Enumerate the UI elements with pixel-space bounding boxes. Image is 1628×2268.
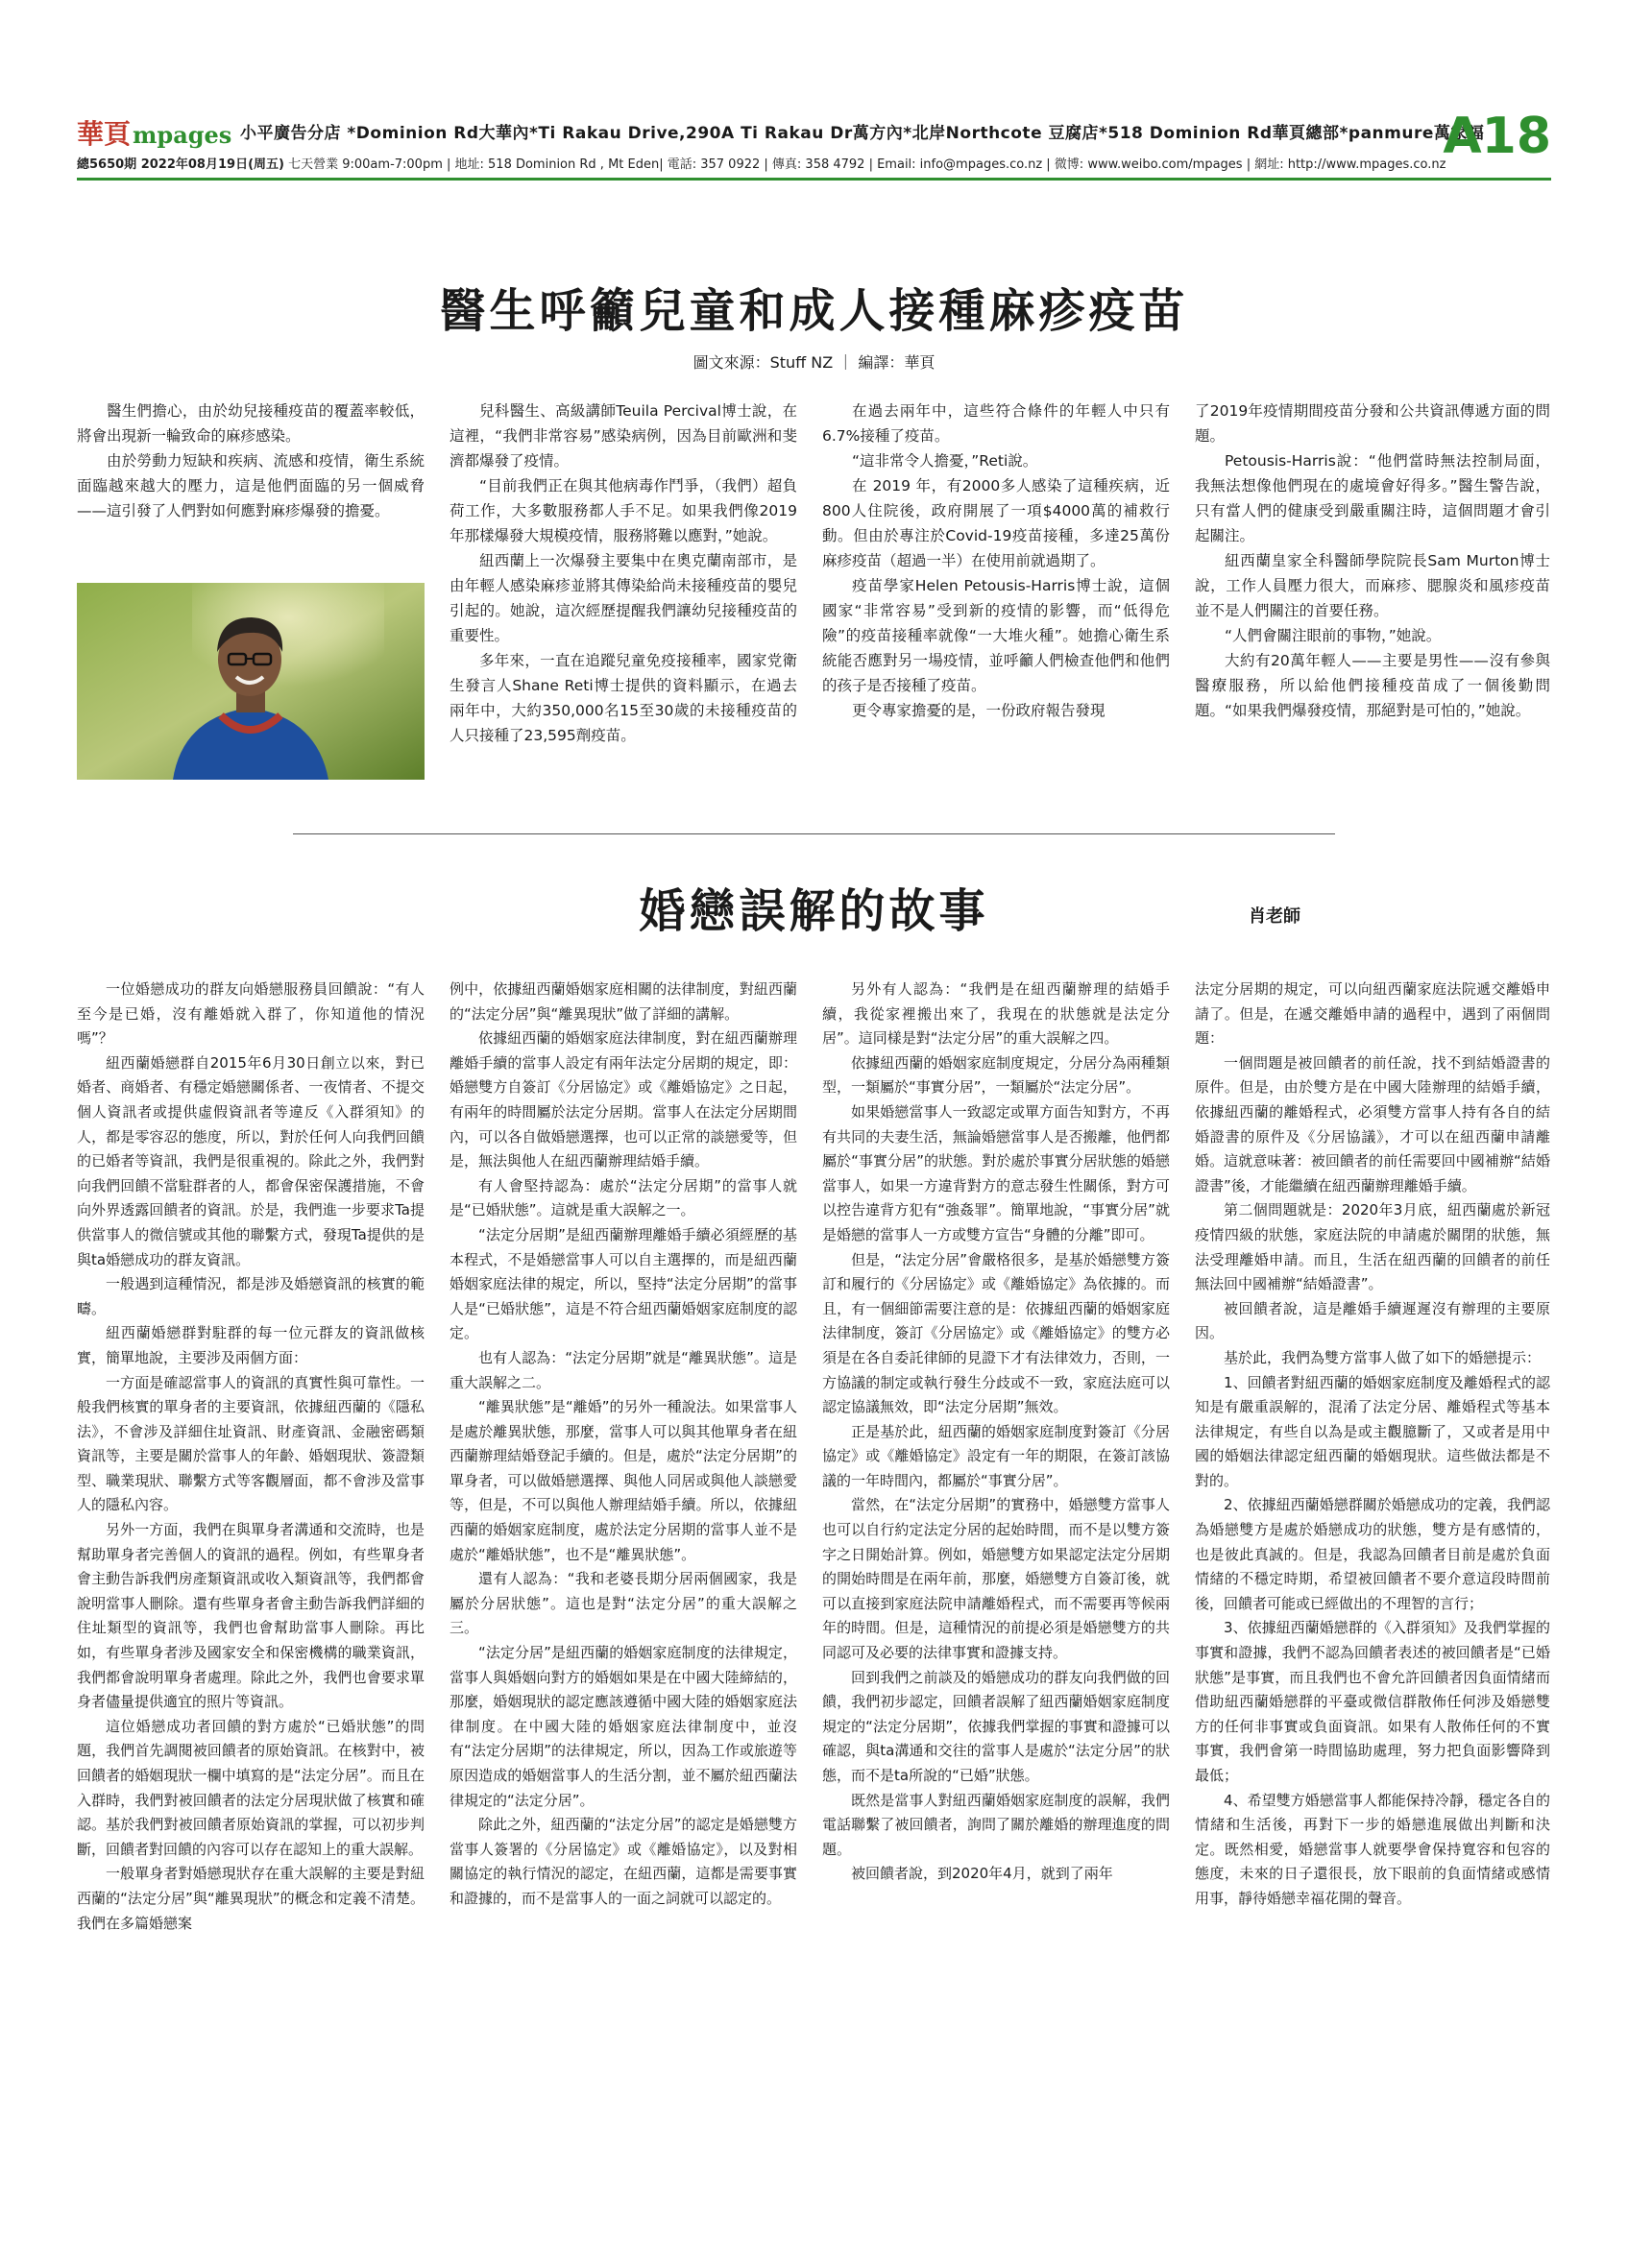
- paragraph: 被回饋者說，這是離婚手續遲遲沒有辦理的主要原因。: [1195, 1299, 1550, 1342]
- paragraph: 也有人認為：“法定分居期”就是“離異狀態”。這是重大誤解之二。: [450, 1348, 797, 1391]
- article1-column-4: [1195, 398, 1550, 723]
- paragraph: Petousis-Harris說：“他們當時無法控制局面，我無法想像他們現在的處境會好得多。”醫生警告說，只有當人們的健康受到嚴重關注時，這個問題才會引起關注。: [1195, 452, 1550, 544]
- paragraph: 1、回饋者對紐西蘭的婚姻家庭制度及離婚程式的認知是有嚴重誤解的，混淆了法定分居、離婚程式等基本法律規定，有些自以為是或主觀臆斷了，又或者是用中國的婚姻法律認定紐西蘭的婚姻現狀。這些做法都是不對的。: [1195, 1373, 1550, 1489]
- paragraph: 一個問題是被回饋者的前任說，找不到結婚證書的原件。但是，由於雙方是在中國大陸辦理的結婚手續，依據紐西蘭的離婚程式，必須雙方當事人持有各自的結婚證書的原件及《分居協議》，才可以在紐西蘭申請離婚。這就意味著：被回饋者的前任需要回中國補辦“結婚證書”後，才能繼續在紐西蘭辦理離婚手續。: [1195, 1053, 1550, 1194]
- article2-title: 婚戀誤解的故事: [639, 884, 989, 938]
- paragraph: 回到我們之前談及的婚戀成功的群友向我們做的回饋，我們初步認定，回饋者誤解了紐西蘭婚姻家庭制度規定的“法定分居期”，依據我們掌握的事實和證據可以確認，與ta溝通和交往的當事人是處於“法定分居”的狀態，而不是ta所說的“已婚”狀態。: [822, 1668, 1170, 1784]
- article1-byline: 圖文來源：Stuff NZ ｜ 編譯：華頁: [693, 353, 935, 372]
- logo-chinese: 華頁: [77, 118, 132, 150]
- paragraph: “目前我們正在與其他病毒作鬥爭，（我們）超負荷工作，大多數服務都人手不足。如果我們像2019年那樣爆發大規模疫情，服務將難以應對，”她說。: [450, 477, 797, 544]
- paragraph: 醫生們擔心，由於幼兒接種疫苗的覆蓋率較低，將會出現新一輪致命的麻疹感染。: [77, 402, 425, 445]
- article2-column-2: [450, 977, 797, 1912]
- paragraph: 第二個問題就是：2020年3月底，紐西蘭處於新冠疫情四級的狀態，家庭法院的申請處於關閉的狀態，無法受理離婚申請。而且，生活在紐西蘭的回饋者的前任無法回中國補辦“結婚證書”。: [1195, 1201, 1550, 1293]
- page-number: A18: [1443, 108, 1551, 165]
- paragraph: 一方面是確認當事人的資訊的真實性與可靠性。一般我們核實的單身者的主要資訊，依據紐西蘭的《隱私法》，不會涉及詳細住址資訊、財產資訊、金融密碼類資訊等，主要是關於當事人的年齡、婚姻現狀、簽證類型、職業現狀、聯繫方式等客觀層面，都不會涉及當事人的隱私內容。: [77, 1373, 425, 1514]
- paragraph: 另外一方面，我們在與單身者溝通和交流時，也是幫助單身者完善個人的資訊的過程。例如，有些單身者會主動告訴我們房產類資訊或收入類資訊等，我們都會說明當事人刪除。還有些單身者會主動告訴我們詳細的住址類型的資訊等，我們也會幫助當事人刪除。再比如，有些單身者涉及國家安全和保密機構的職業資訊，我們都會說明單身者處理。除此之外，我們也會要求單身者儘量提供適宜的照片等資訊。: [77, 1521, 425, 1711]
- paragraph: 在過去兩年中，這些符合條件的年輕人中只有6.7%接種了疫苗。: [822, 402, 1170, 445]
- paragraph: 基於此，我們為雙方當事人做了如下的婚戀提示：: [1224, 1348, 1542, 1366]
- paragraph: 多年來，一直在追蹤兒童免疫接種率，國家党衛生發言人Shane Reti博士提供的資料顯示，在過去兩年中，大約350,000名15至30歲的未接種疫苗的人只接種了23,595劑疫苗。: [450, 652, 797, 744]
- paragraph: 2、依據紐西蘭婚戀群關於婚戀成功的定義，我們認為婚戀雙方是處於婚戀成功的狀態，雙方是有感情的，也是彼此真誠的。但是，我認為回饋者目前是處於負面情緒的不穩定時期，希望被回饋者不要介意這段時間前後，回饋者可能或已經做出的不理智的言行；: [1195, 1496, 1550, 1612]
- article1-photo: [77, 583, 425, 780]
- logo: [77, 113, 231, 152]
- article2-column-4: [1195, 977, 1550, 1912]
- contact-info: 七天營業 9:00am-7:00pm | 地址: 518 Dominion Rd , Mt Eden| 電話: 357 0922 | 傳真: 358 4792 | Email: info@mpages.co.nz | 微博: www.weibo.com/mpages | 網址: http://www.mpages.co.nz: [288, 157, 1446, 172]
- paragraph: 依據紐西蘭的婚姻家庭法律制度，對在紐西蘭辦理離婚手續的當事人設定有兩年法定分居期的規定，即：婚戀雙方自簽訂《分居協定》或《離婚協定》之日起，有兩年的時間屬於法定分居期。當事人在法定分居期間內，可以各自做婚戀選擇，也可以正常的談戀愛等，但是，無法與他人在紐西蘭辦理結婚手續。: [450, 1029, 797, 1170]
- paragraph: 另外有人認為：“我們是在紐西蘭辦理的結婚手續，我從家裡搬出來了，我現在的狀態就是法定分居”。這同樣是對“法定分居”的重大誤解之四。: [822, 980, 1170, 1048]
- paragraph: 更令專家擔憂的是，一份政府報告發現: [852, 702, 1106, 719]
- paragraph: “這非常令人擔憂，”Reti說。: [852, 452, 1038, 470]
- masthead-rule: [77, 178, 1551, 181]
- paragraph: 既然是當事人對紐西蘭婚姻家庭制度的誤解，我們電話聯繫了被回饋者，詢問了關於離婚的辦理進度的問題。: [822, 1791, 1170, 1858]
- paragraph: 紐西蘭上一次爆發主要集中在奧克蘭南部市，是由年輕人感染麻疹並將其傳染給尚未接種疫苗的嬰兒引起的。她說，這次經歷提醒我們讓幼兒接種疫苗的重要性。: [450, 552, 797, 644]
- paragraph: 被回饋者說，到2020年4月，就到了兩年: [851, 1865, 1113, 1883]
- logo-english: mpages: [133, 121, 232, 149]
- paragraph: 當然，在“法定分居期”的實務中，婚戀雙方當事人也可以自行約定法定分居的起始時間，而不是以雙方簽字之日開始計算。例如，婚戀雙方如果認定法定分居期的開始時間是在兩年前，那麼，婚戀雙方自簽訂後，就可以直接到家庭法院申請離婚程式，而不需要再等候兩年的時間。但是，這種情況的前提必須是婚戀雙方的共同認可及必要的法律事實和證據支持。: [822, 1496, 1170, 1662]
- paragraph: “法定分居”是紐西蘭的婚姻家庭制度的法律規定，當事人與婚姻向對方的婚姻如果是在中國大陸締結的，那麼，婚姻現狀的認定應該遵循中國大陸的婚姻家庭法律制度。在中國大陸的婚姻家庭法律制度中，並沒有“法定分居期”的法律規定，所以，因為工作或旅遊等原因造成的婚姻當事人的生活分割，並不屬於紐西蘭法律規定的“法定分居”。: [450, 1644, 797, 1809]
- paragraph: 了2019年疫情期間疫苗分發和公共資訊傳遞方面的問題。: [1195, 402, 1550, 445]
- paragraph: 正是基於此，紐西蘭的婚姻家庭制度對簽訂《分居協定》或《離婚協定》設定有一年的期限，在簽訂該協議的一年時間內，都屬於“事實分居”。: [822, 1422, 1170, 1489]
- article1-column-2: [450, 398, 797, 748]
- paragraph: 由於勞動力短缺和疾病、流感和疫情，衛生系統面臨越來越大的壓力，這是他們面臨的另一個威脅——這引發了人們對如何應對麻疹爆發的擔憂。: [77, 452, 425, 519]
- paragraph: 在 2019 年，有2000多人感染了這種疾病，近800人住院後，政府開展了一項$4000萬的補救行動。但由於專注於Covid-19疫苗接種，多達25萬份麻疹疫苗（超過一半）在使用前就過期了。: [822, 477, 1170, 569]
- paragraph: 如果婚戀當事人一致認定或單方面告知對方，不再有共同的夫妻生活，無論婚戀當事人是否搬離，他們都屬於“事實分居”的狀態。對於處於事實分居狀態的婚戀當事人，如果一方違背對方的意志發生性關係，對方可以控告違背方犯有“強姦罪”。簡單地說，“事實分居”就是婚戀的當事人一方或雙方宣告“身體的分離”即可。: [822, 1102, 1170, 1243]
- paragraph: 兒科醫生、高級講師Teuila Percival博士說，在這裡，“我們非常容易”感染病例，因為目前歐洲和斐濟都爆發了疫情。: [450, 402, 797, 470]
- article1-column-1: [77, 398, 425, 523]
- article2-column-1: [77, 977, 425, 1936]
- article1-title: 醫生呼籲兒童和成人接種麻疹疫苗: [439, 284, 1189, 338]
- paragraph: 大約有20萬年輕人——主要是男性——沒有參與醫療服務，所以給他們接種疫苗成了一個後勤問題。“如果我們爆發疫情，那絕對是可怕的，”她說。: [1195, 652, 1550, 719]
- issue-number: 總5650期 2022年08月19日(周五): [77, 157, 284, 172]
- paragraph: 依據紐西蘭的婚姻家庭制度規定，分居分為兩種類型，一類屬於“事實分居”，一類屬於“法定分居”。: [822, 1053, 1170, 1097]
- paragraph: 有人會堅持認為：處於“法定分居期”的當事人就是“已婚狀態”。這就是重大誤解之一。: [450, 1176, 797, 1219]
- masthead: [77, 108, 1551, 172]
- paragraph: 紐西蘭婚戀群自2015年6月30日創立以來，對已婚者、商婚者、有穩定婚戀關係者、一夜情者、不提交個人資訊者或提供虛假資訊者等違反《入群須知》的人，都是零容忍的態度，所以，對於任何人向我們回饋的已婚者等資訊，我們是很重視的。除此之外，我們對向我們回饋不當駐群者的人，都會保密保護措施，不會向外界透露回饋者的資訊。於是，我們進一步要求Ta提供當事人的微信號或其他的聯繫方式，發現Ta提供的是與ta婚戀成功的群友資訊。: [77, 1053, 425, 1268]
- paragraph: 例中，依據紐西蘭婚姻家庭相關的法律制度，對紐西蘭的“法定分居”與“離異現狀”做了詳細的講解。: [450, 980, 797, 1023]
- paragraph: 除此之外，紐西蘭的“法定分居”的認定是婚戀雙方當事人簽署的《分居協定》或《離婚協定》，以及對相關協定的執行情況的認定，在紐西蘭，這都是需要事實和證據的，而不是當事人的一面之詞就可以認定的。: [450, 1816, 797, 1907]
- paragraph: 疫苗學家Helen Petousis-Harris博士說，這個國家“非常容易”受到新的疫情的影響，而“低得危險”的疫苗接種率就像“一大堆火種”。她擔心衛生系統能否應對另一場疫情，並呼籲人們檢查他們和他們的孩子是否接種了疫苗。: [822, 577, 1170, 694]
- paragraph: 4、希望雙方婚戀當事人都能保持冷靜，穩定各自的情緒和生活後，再對下一步的婚戀進展做出判斷和決定。既然相愛，婚戀當事人就要學會保持寬容和包容的態度，未來的日子還很長，放下眼前的負面情緒或感情用事，靜待婚戀幸福花開的聲音。: [1195, 1791, 1550, 1907]
- branch-list: 小平廣告分店 *Dominion Rd大華內*Ti Rakau Drive,290A Ti Rakau Dr萬方內*北岸Northcote 豆腐店*518 Dominion Rd華頁總部*panmure萬家福: [240, 124, 1485, 143]
- paragraph: 紐西蘭皇家全科醫師學院院長Sam Murton博士說，工作人員壓力很大，而麻疹、腮腺炎和風疹疫苗並不是人們關注的首要任務。: [1195, 552, 1550, 619]
- paragraph: 法定分居期的規定，可以向紐西蘭家庭法院遞交離婚申請了。但是，在遞交離婚申請的過程中，遇到了兩個問題：: [1195, 980, 1550, 1048]
- paragraph: “人們會關注眼前的事物，”她說。: [1225, 627, 1442, 644]
- article-divider: [293, 833, 1335, 834]
- paragraph: 一般單身者對婚戀現狀存在重大誤解的主要是對紐西蘭的“法定分居”與“離異現狀”的概念和定義不清楚。我們在多篇婚戀案: [77, 1865, 425, 1932]
- paragraph: 紐西蘭婚戀群對駐群的每一位元群友的資訊做核實，簡單地說，主要涉及兩個方面：: [77, 1324, 425, 1366]
- paragraph: 但是，“法定分居”會嚴格很多，是基於婚戀雙方簽訂和履行的《分居協定》或《離婚協定》為依據的。而且，有一個細節需要注意的是：依據紐西蘭的婚姻家庭法律制度，簽訂《分居協定》或《離婚協定》的雙方必須是在各自委託律師的見證下才有法律效力，否則，一方協議的制定或執行發生分歧或不一致，家庭法庭可以認定協議無效，即“法定分居期”無效。: [822, 1250, 1170, 1416]
- paragraph: 3、依據紐西蘭婚戀群的《入群須知》及我們掌握的事實和證據，我們不認為回饋者表述的被回饋者是“已婚狀態”是事實，而且我們也不會允許回饋者因負面情緒而借助紐西蘭婚戀群的平臺或微信群散佈任何涉及婚戀雙方的任何非事實或負面資訊。如果有人散佈任何的不實事實，我們會第一時間協助處理，努力把負面影響降到最低；: [1195, 1619, 1550, 1784]
- paragraph: “離異狀態”是“離婚”的另外一種說法。如果當事人是處於離異狀態，那麼，當事人可以與其他單身者在紐西蘭辦理結婚登記手續的。但是，處於“法定分居期”的單身者，可以做婚戀選擇、與他人同居或與他人談戀愛等，但是，不可以與他人辦理結婚手續。所以，依據紐西蘭的婚姻家庭制度，處於法定分居期的當事人並不是處於“離婚狀態”，也不是“離異狀態”。: [450, 1398, 797, 1563]
- paragraph: “法定分居期”是紐西蘭辦理離婚手續必須經歷的基本程式，不是婚戀當事人可以自主選擇的，而是紐西蘭婚姻家庭法律的規定，所以，堅持“法定分居期”的當事人是“已婚狀態”，這是不符合紐西蘭婚姻家庭制度的認定。: [450, 1225, 797, 1342]
- article1-column-3: [822, 398, 1170, 723]
- paragraph: 還有人認為：“我和老婆長期分居兩個國家，我是屬於分居狀態”。這也是對“法定分居”的重大誤解之三。: [450, 1570, 797, 1637]
- issue-info-line: [77, 154, 1446, 172]
- article2-column-3: [822, 977, 1170, 1887]
- paragraph: 一般遇到這種情況，都是涉及婚戀資訊的核實的範疇。: [77, 1275, 425, 1317]
- paragraph: 這位婚戀成功者回饋的對方處於“已婚狀態”的問題，我們首先調閱被回饋者的原始資訊。在核對中，被回饋者的婚姻現狀一欄中填寫的是“法定分居”。而且在入群時，我們對被回饋者的法定分居現狀做了核實和確認。基於我們對被回饋者原始資訊的掌握，可以初步判斷，回饋者對回饋的內容可以存在認知上的重大誤解。: [77, 1717, 425, 1858]
- paragraph: 一位婚戀成功的群友向婚戀服務員回饋說：“有人至今是已婚，沒有離婚就入群了，你知道他的情況嗎”？: [77, 980, 425, 1048]
- article2-author: 肖老師: [1249, 906, 1300, 927]
- doctor-portrait-photo: [77, 583, 425, 780]
